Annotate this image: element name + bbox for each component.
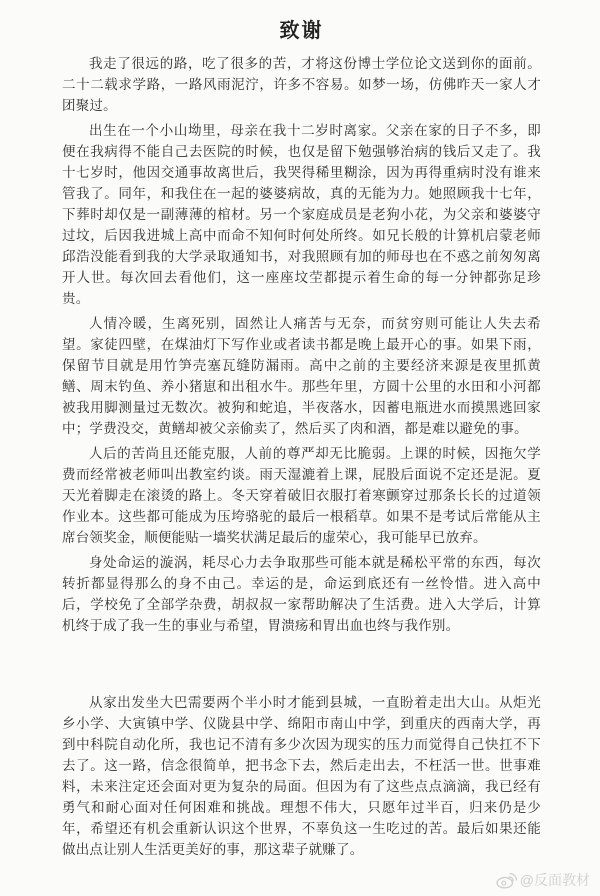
paragraph-1: 我走了很远的路，吃了很多的苦，才将这份博士学位论文送到你的面前。二十二载求学路，一路风雨泥泞，许多不容易。如梦一场，仿佛昨天一家人才团聚过。 [62,56,541,113]
paragraph-6: 从家出发坐大巴需要两个半小时才能到县城，一直盼着走出大山。从炬光乡小学、大寅镇中学、仪陇县中学、绵阳市南山中学，到重庆的西南大学，再到中科院自动化所，我也记不清有多少次因为现实的压力而觉得自己快扛不下去了。这一路，信念很简单，把书念下去，然后走出去，不枉活一世。世事难料，未来注定还会面对更为复杂的局面。但因为有了这些点点滴滴，我已经有勇气和耐心面对任何困难和挑战。理想不伟大，只愿年过半百，归来仍是少年，希望还有机会重新认识这个世界，不辜负这一生吃过的苦。最后如果还能做出点让别人生活更美好的事，那这辈子就赚了。 [62,695,541,857]
watermark [495,870,590,890]
watermark-handle: @反面教材 [519,872,590,888]
paragraph-5: 身处命运的漩涡，耗尽心力去争取那些可能本就是稀松平常的东西，每次转折都显得那么的身不由己。幸运的是，命运到底还有一丝怜惜。进入高中后，学校免了全部学杂费，胡叔叔一家帮助解决了生活费。进入大学后，计算机终于成了我一生的事业与希望，胃溃疡和胃出血也终与我作别。 [62,555,541,633]
paragraph-4: 人后的苦尚且还能克服，人前的尊严却无比脆弱。上课的时候，因拖欠学费而经常被老师叫出教室约谈。雨天湿漉着上课，屁股后面说不定还是泥。夏天光着脚走在滚烫的路上。冬天穿着破旧衣服打着寒颤穿过那条长长的过道领作业本。这些都可能成为压垮骆驼的最后一根稻草。如果不是考试后常能从主席台领奖金，顺便能贴一墙奖状满足最后的虚荣心，我可能早已放弃。 [62,446,541,545]
paragraph-3: 人情冷暖，生离死别，固然让人痛苦与无奈，而贫穷则可能让人失去希望。家徒四壁，在煤油灯下写作业或者读书都是晚上最开心的事。如果下雨，保留节目就是用竹笋壳塞瓦缝防漏雨。高中之前的主要经济来源是夜里抓黄鳝、周末钓鱼、养小猪崽和出租水牛。那些年里，方圆十公里的水田和小河都被我用脚测量过无数次。被狗和蛇追，半夜落水，因蓄电瓶进水而摸黑逃回家中；学费没交，黄鳝却被父亲偷卖了，然后买了肉和酒，都是难以避免的事。 [62,316,541,436]
weibo-logo-icon [495,871,517,890]
page-title: 致谢 [279,20,324,42]
paragraph-2: 出生在一个小山坳里，母亲在我十二岁时离家。父亲在家的日子不多，即便在我病得不能自己去医院的时候，也仅是留下勉强够治病的钱后又走了。我十七岁时，他因交通事故离世后，我哭得稀里糊涂，因为再得重病时没有谁来管我了。同年，和我住在一起的婆婆病故，真的无能为力。她照顾我十七年，下葬时却仅是一副薄薄的棺材。另一个家庭成员是老狗小花，为父亲和婆婆守过坟，后因我进城上高中而命不知何时何处所终。如兄长般的计算机启蒙老师邱浩没能看到我的大学录取通知书，对我照顾有加的师母也在不惑之前匆匆离开人世。每次回去看他们，这一座座坟茔都提示着生命的每一分钟都弥足珍贵。 [62,123,541,306]
